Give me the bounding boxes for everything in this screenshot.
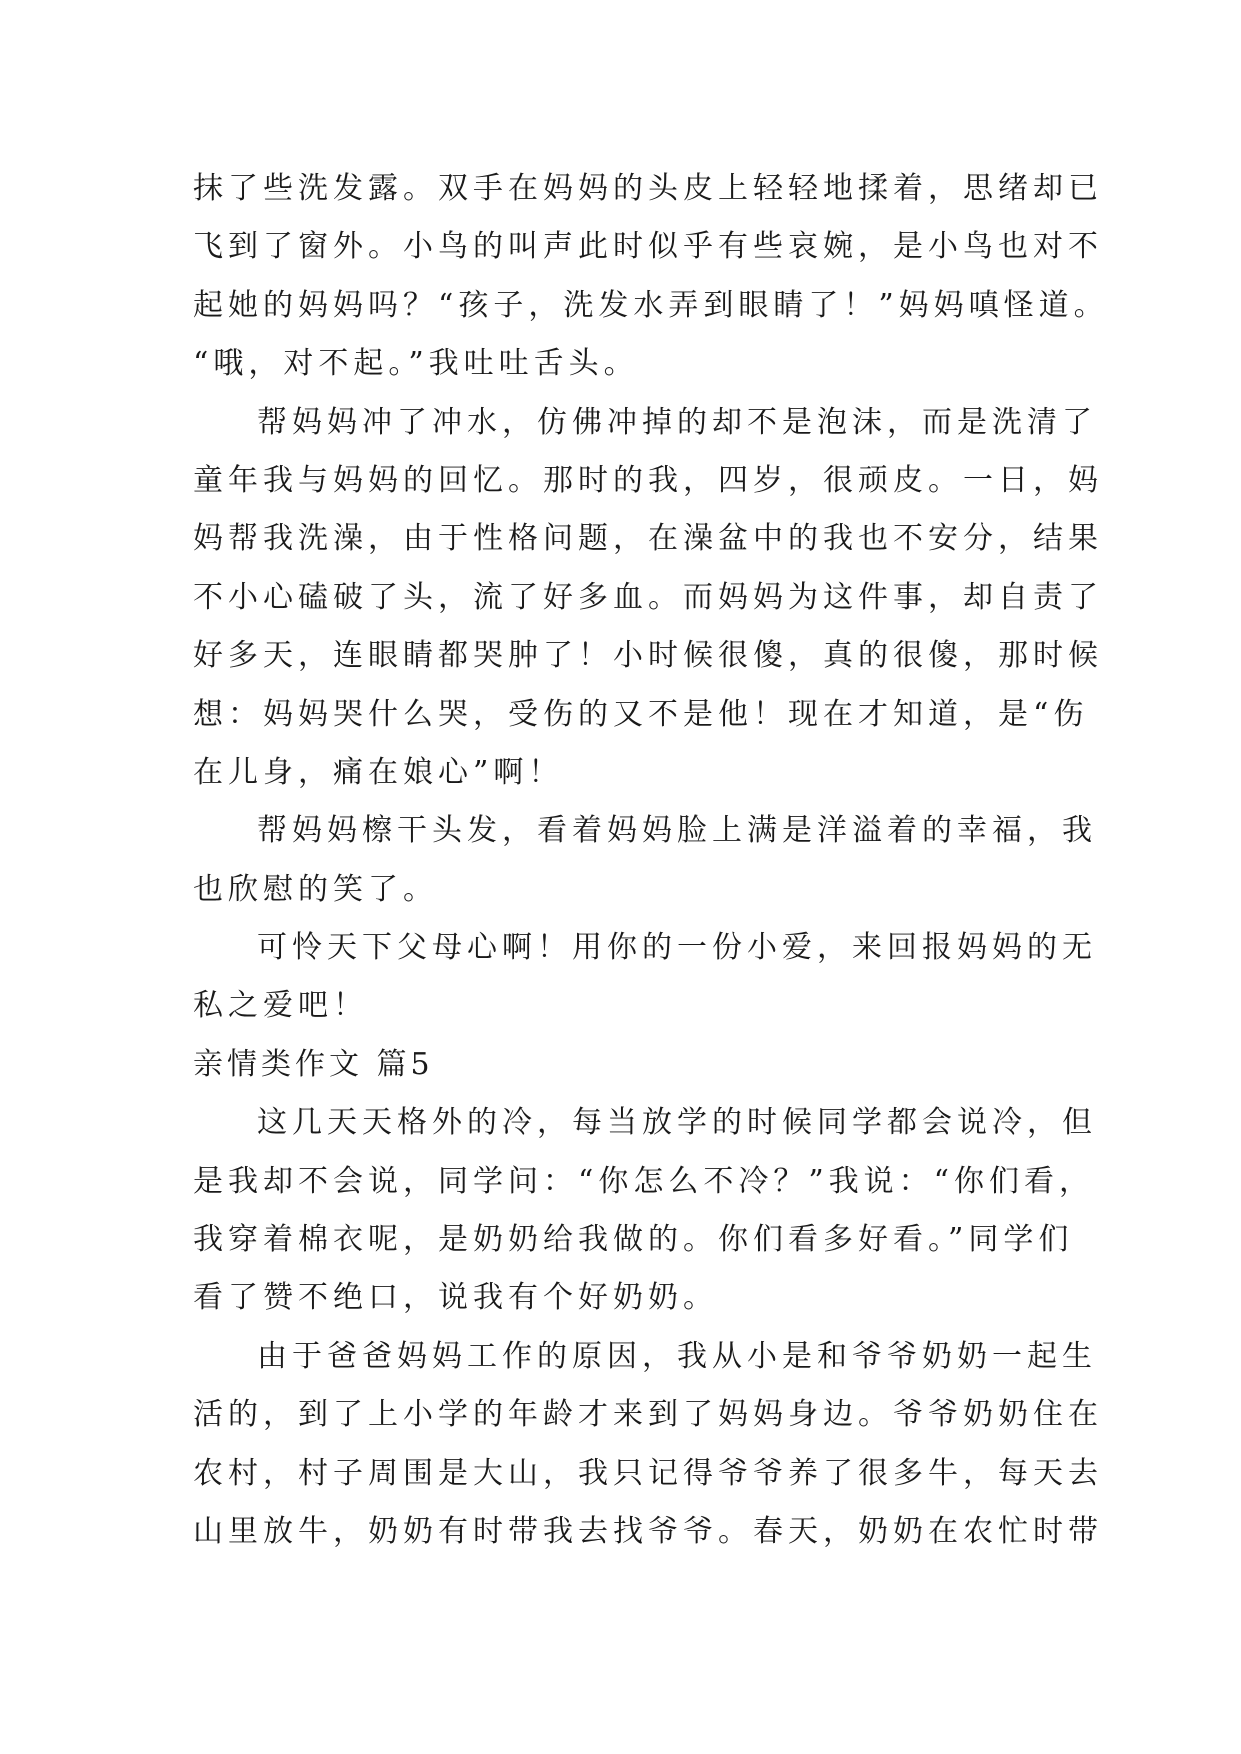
text-line: 童年我与妈妈的回忆。那时的我，四岁，很顽皮。一日，妈 [193, 462, 1103, 498]
text-line: 这几天天格外的冷，每当放学的时候同学都会说冷，但 [257, 1105, 1097, 1141]
text-line: 我穿着棉衣呢，是奶奶给我做的。你们看多好看。”同学们 [193, 1222, 1074, 1258]
paragraph [193, 1094, 1097, 1328]
text-line: 帮妈妈檫干头发，看着妈妈脸上满是洋溢着的幸福，我 [257, 813, 1097, 849]
text-line: 抹了些洗发露。双手在妈妈的头皮上轻轻地揉着，思绪却已 [193, 171, 1103, 206]
section-heading-text: 亲情类作文 篇5 [193, 1046, 434, 1082]
text-line: 妈帮我洗澡，由于性格问题，在澡盆中的我也不安分，结果 [193, 521, 1103, 557]
text-line: 想：妈妈哭什么哭，受伤的又不是他！现在才知道，是“伤 [193, 696, 1089, 732]
text-line: 由于爸爸妈妈工作的原因，我从小是和爷爷奶奶一起生 [257, 1338, 1097, 1374]
text-line: 起她的妈妈吗？“孩子，洗发水弄到眼睛了！”妈妈嗔怪道。 [193, 287, 1109, 323]
text-line: 是我却不会说，同学问：“你怎么不冷？”我说：“你们看， [193, 1163, 1095, 1199]
text-line: 活的，到了上小学的年龄才来到了妈妈身边。爷爷奶奶住在 [193, 1397, 1103, 1433]
text-line: 在儿身，痛在娘心”啊！ [193, 754, 564, 790]
text-line: 不小心磕破了头，流了好多血。而妈妈为这件事，却自责了 [193, 579, 1103, 615]
text-line: 私之爱吧！ [193, 988, 368, 1024]
text-line: “哦，对不起。”我吐吐舌头。 [193, 346, 639, 382]
text-line: 农村，村子周围是大山，我只记得爷爷养了很多牛，每天去 [193, 1455, 1103, 1491]
essay-body [193, 160, 1109, 1561]
text-line: 也欣慰的笑了。 [193, 871, 438, 907]
text-line: 看了赞不绝口，说我有个好奶奶。 [193, 1280, 718, 1316]
paragraph [193, 919, 1097, 1036]
text-line: 好多天，连眼睛都哭肿了！小时候很傻，真的很傻，那时候 [193, 638, 1103, 674]
text-line: 山里放牛，奶奶有时带我去找爷爷。春天，奶奶在农忙时带 [193, 1513, 1103, 1549]
paragraph [193, 160, 1109, 394]
text-line: 飞到了窗外。小鸟的叫声此时似乎有些哀婉，是小鸟也对不 [193, 229, 1103, 265]
text-line: 帮妈妈冲了冲水，仿佛冲掉的却不是泡沫，而是洗清了 [257, 404, 1097, 440]
paragraph [193, 394, 1103, 803]
text-line: 可怜天下父母心啊！用你的一份小爱，来回报妈妈的无 [257, 930, 1097, 966]
paragraph [193, 1328, 1103, 1562]
section-heading [193, 1036, 1093, 1094]
paragraph [193, 802, 1097, 919]
